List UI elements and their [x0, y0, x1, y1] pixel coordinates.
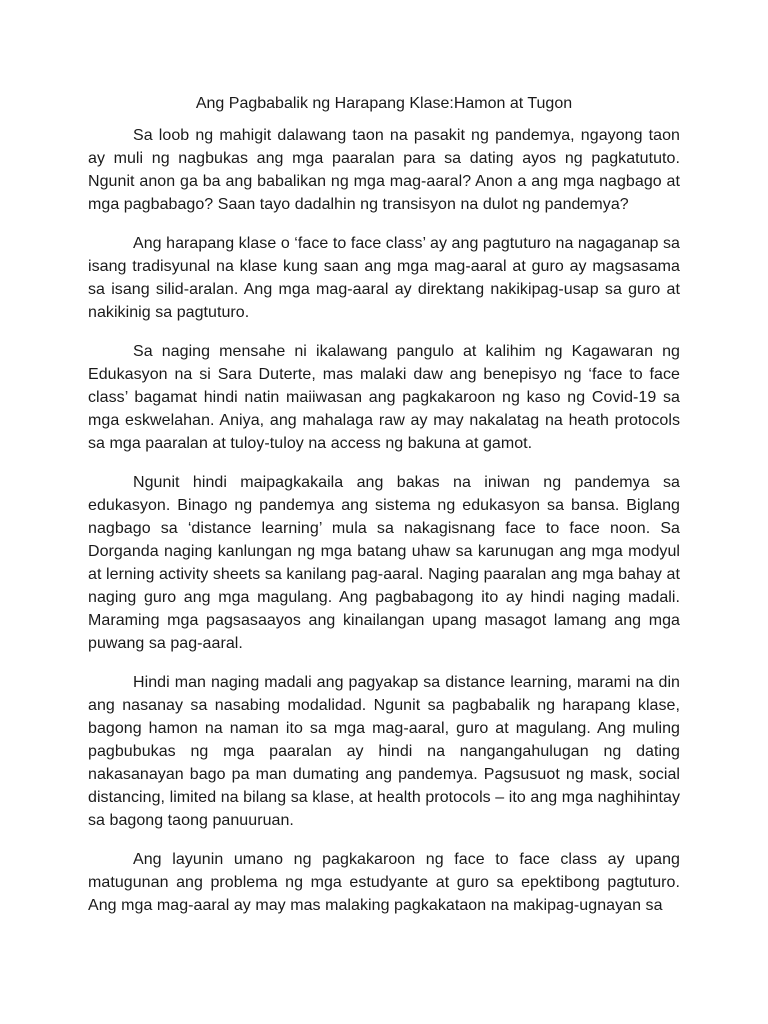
paragraph-5: Hindi man naging madali ang pagyakap sa distance learning, marami na din ang nasanay sa nasabing modalidad. Ngunit sa pagbabalik ng harapang klase, bagong hamon na naman ito sa mga mag-aaral, guro at magulang. Ang muling pagbubukas ng mga paaralan ay hindi na nangangahulugan ng dating nakasanayan bago pa man dumating ang pandemya. Pagsusuot ng mask, social distancing, limited na bilang sa klase, at health protocols – ito ang mga naghihintay sa bagong taong panuuruan.	[88, 674, 680, 829]
paragraph-2: Ang harapang klase o ‘face to face class’ ay ang pagtuturo na nagaganap sa isang tradisyunal na klase kung saan ang mga mag-aaral at guro ay magsasama sa isang silid-aralan. Ang mga mag-aaral ay direktang nakikipag-usap sa guro at nakikinig sa pagtuturo.	[88, 235, 680, 321]
document-title: Ang Pagbabalik ng Harapang Klase:Hamon at Tugon	[195, 95, 573, 112]
paragraph-6: Ang layunin umano ng pagkakaroon ng face to face class ay upang matugunan ang problema ng mga estudyante at guro sa epektibong pagtuturo. Ang mga mag-aaral ay may mas malaking pagkakataon na makipag-ugnayan sa	[88, 851, 680, 914]
paragraph-1: Sa loob ng mahigit dalawang taon na pasakit ng pandemya, ngayong taon ay muli ng nagbukas ang mga paaralan para sa dating ayos ng pagkatututo. Ngunit anon ga ba ang babalikan ng mga mag-aaral? Anon a ang mga nagbago at mga pagbabago? Saan tayo dadalhin ng transisyon na dulot ng pandemya?	[88, 127, 680, 213]
document-body	[88, 124, 680, 933]
paragraph-4: Ngunit hindi maipagkakaila ang bakas na iniwan ng pandemya sa edukasyon. Binago ng pandemya ang sistema ng edukasyon sa bansa. Biglang nagbago sa ‘distance learning’ mula sa nakagisnang face to face noon. Sa Dorganda naging kanlungan ng mga batang uhaw sa karunugan ang mga modyul at lerning activity sheets sa kanilang pag-aaral. Naging paaralan ang mga bahay at naging guro ang mga magulang. Ang pagbabagong ito ay hindi naging madali. Maraming mga pagsasaayos ang kinailangan upang masagot lamang ang mga puwang sa pag-aaral.	[88, 474, 680, 652]
paragraph-3: Sa naging mensahe ni ikalawang pangulo at kalihim ng Kagawaran ng Edukasyon na si Sara Duterte, mas malaki daw ang benepisyo ng ‘face to face class’ bagamat hindi natin maiiwasan ang pagkakaroon ng kaso ng Covid-19 sa mga eskwelahan. Aniya, ang mahalaga raw ay may nakalatag na heath protocols sa mga paaralan at tuloy-tuloy na access ng bakuna at gamot.	[88, 343, 680, 452]
